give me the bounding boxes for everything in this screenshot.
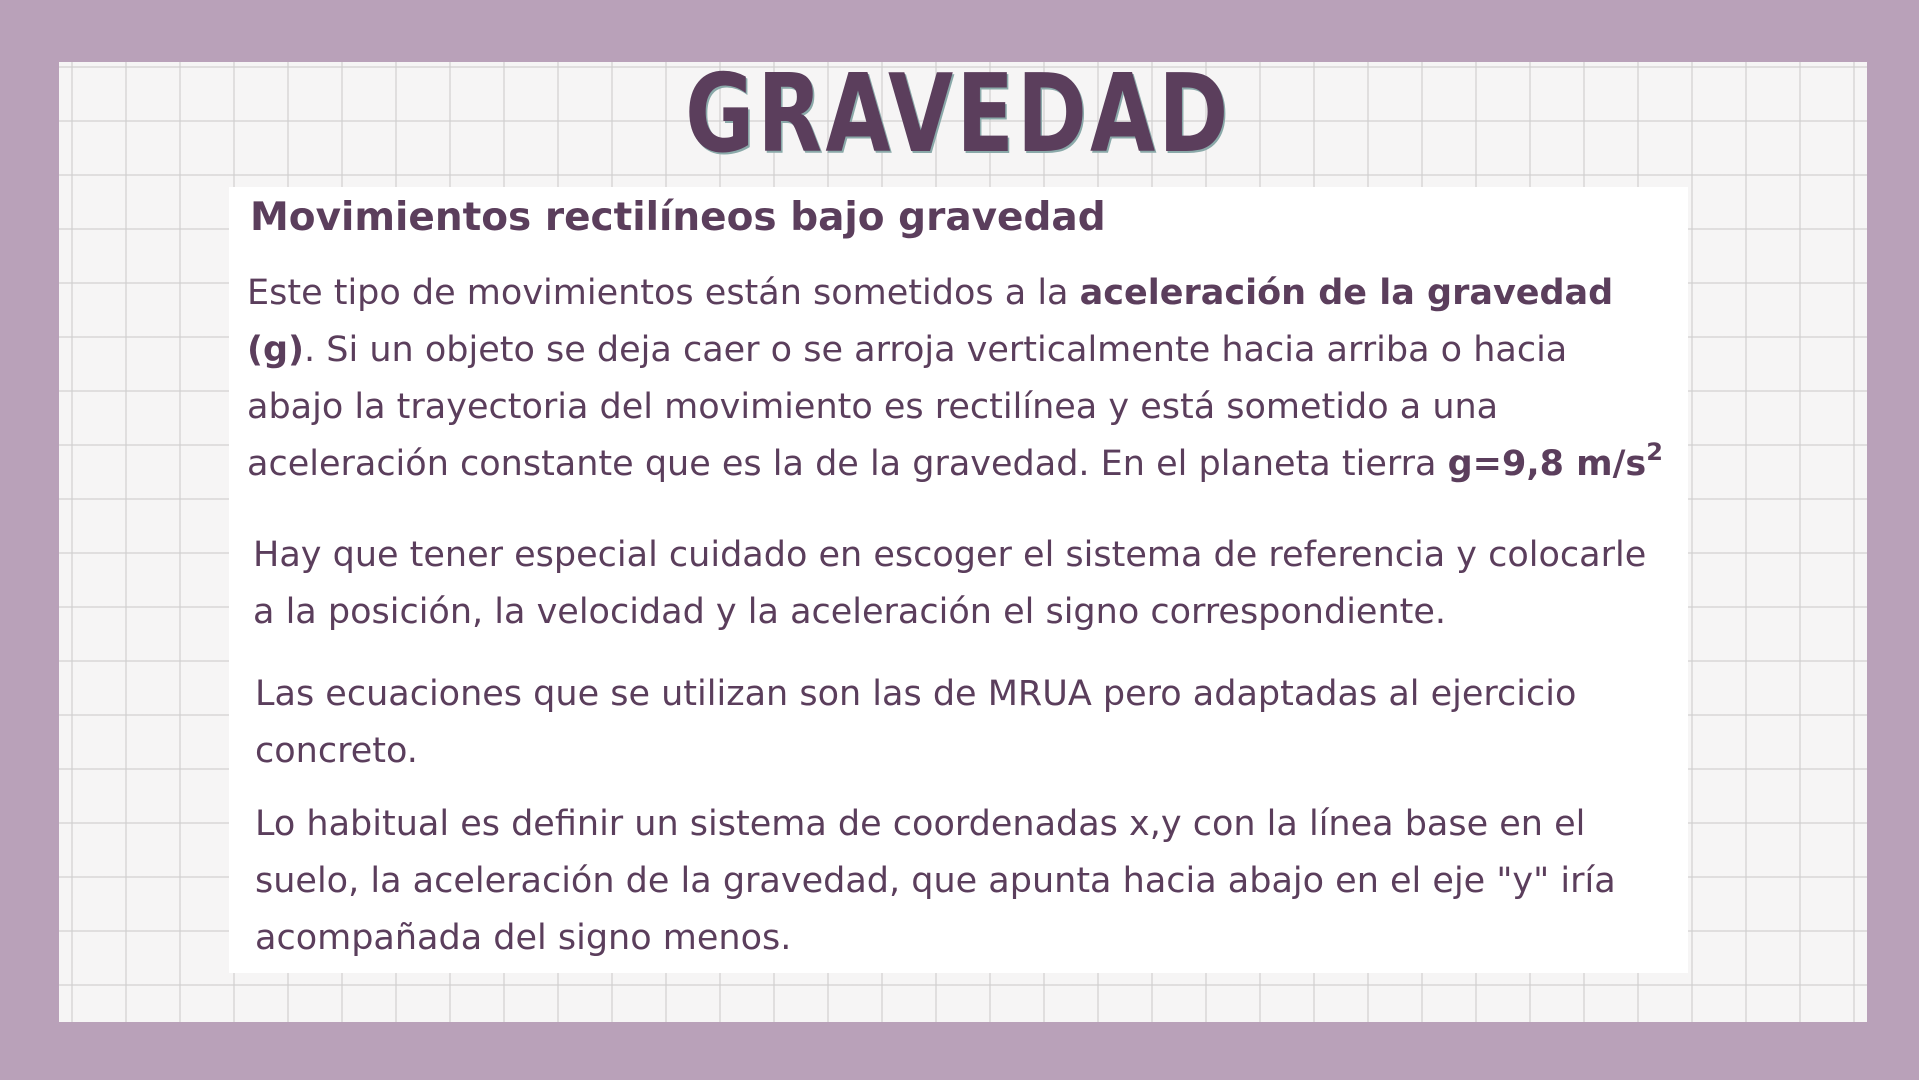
gravity-value: g=9,8 m/s [1447, 444, 1647, 484]
paragraph-reference-system: Hay que tener especial cuidado en escoger el sistema de referencia y colocarle a la posición, la velocidad y la aceleración el signo correspondiente. [253, 535, 1647, 632]
paragraph-text: Este tipo de movimientos están sometidos a la [247, 273, 1080, 313]
paragraph-text: . Si un objeto se deja caer o se arroja verticalmente hacia arriba o hacia abajo la trayectoria del movimiento es rectilínea y está sometido a una aceleración constante que es la de la gravedad. En el planeta tierra [247, 330, 1568, 484]
paragraph-equations: Las ecuaciones que se utilizan son las de MRUA pero adaptadas al ejercicio concreto. [255, 674, 1577, 771]
gravity-exponent: 2 [1646, 438, 1663, 467]
paragraph-coordinates: Lo habitual es definir un sistema de coordenadas x,y con la línea base en el suelo, la aceleración de la gravedad, que apunta hacia abajo en el eje "y" iría acompañada del signo menos. [255, 804, 1616, 958]
paragraph-gravity-acceleration [247, 265, 1667, 493]
section-subtitle: Movimientos rectilíneos bajo gravedad [250, 195, 1106, 240]
bold-term: aceleración de la gravedad (g) [247, 273, 1614, 370]
slide-title: GRAVEDAD [685, 52, 1232, 177]
